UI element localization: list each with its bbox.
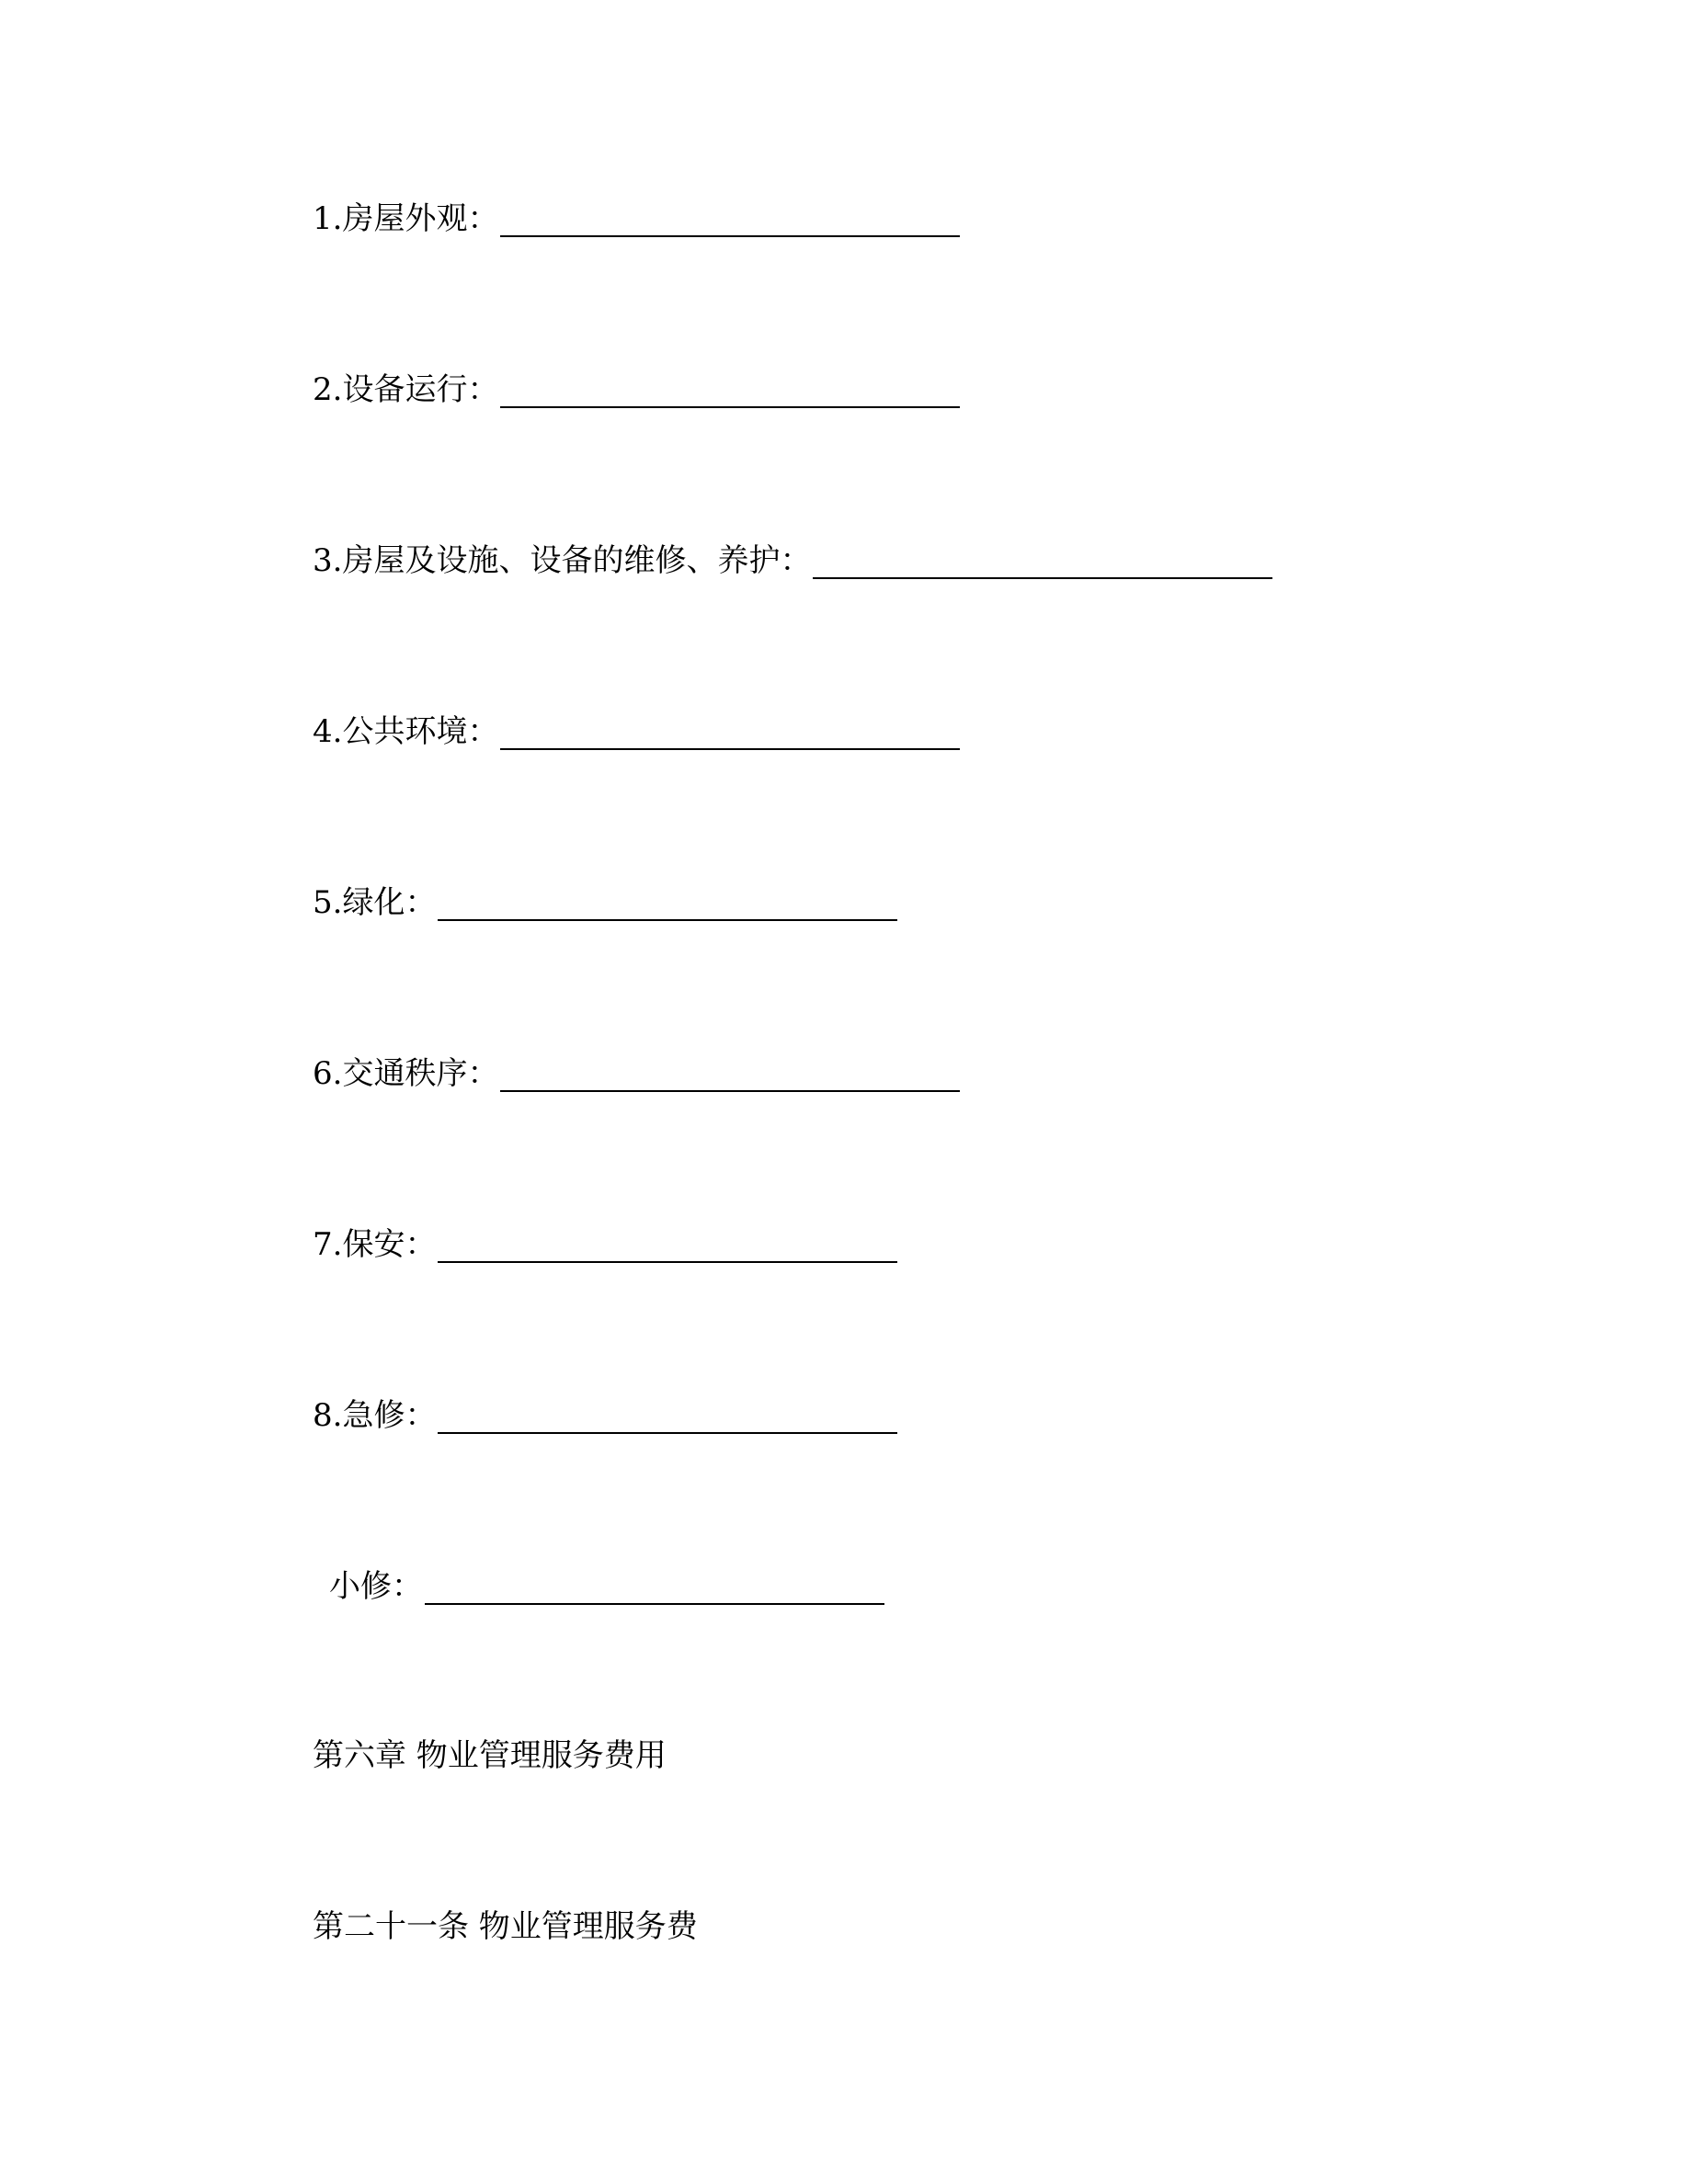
field-label: 1.房屋外观：: [313, 200, 499, 237]
fill-in-blank: [500, 1063, 960, 1092]
field-label: 2.设备运行：: [313, 371, 499, 408]
field-label: 小修：: [329, 1568, 423, 1605]
form-line-security: [313, 1226, 897, 1263]
field-label: 6.交通秩序：: [313, 1055, 499, 1092]
fill-in-blank: [500, 379, 960, 408]
article-heading: 第二十一条 物业管理服务费: [313, 1908, 698, 1945]
fill-in-blank: [500, 721, 960, 750]
fill-in-blank: [425, 1575, 884, 1605]
chapter-heading: 第六章 物业管理服务费用: [313, 1737, 667, 1774]
field-label: 4.公共环境：: [313, 713, 499, 750]
fill-in-blank: [813, 550, 1272, 579]
field-label: 5.绿化：: [313, 884, 437, 921]
form-line-house-appearance: [313, 200, 960, 237]
form-line-maintenance: [313, 542, 1272, 579]
field-label: 3.房屋及设施、设备的维修、养护：: [313, 542, 812, 579]
form-line-emergency-repair: [313, 1397, 897, 1434]
form-line-public-environment: [313, 713, 960, 750]
field-label: 8.急修：: [313, 1397, 437, 1434]
field-label: 7.保安：: [313, 1226, 437, 1263]
fill-in-blank: [438, 1405, 897, 1434]
fill-in-blank: [438, 892, 897, 921]
form-line-traffic-order: [313, 1055, 960, 1092]
form-line-greening: [313, 884, 897, 921]
form-line-minor-repair: [329, 1568, 884, 1605]
fill-in-blank: [438, 1234, 897, 1263]
fill-in-blank: [500, 208, 960, 237]
form-line-equipment-operation: [313, 371, 960, 408]
